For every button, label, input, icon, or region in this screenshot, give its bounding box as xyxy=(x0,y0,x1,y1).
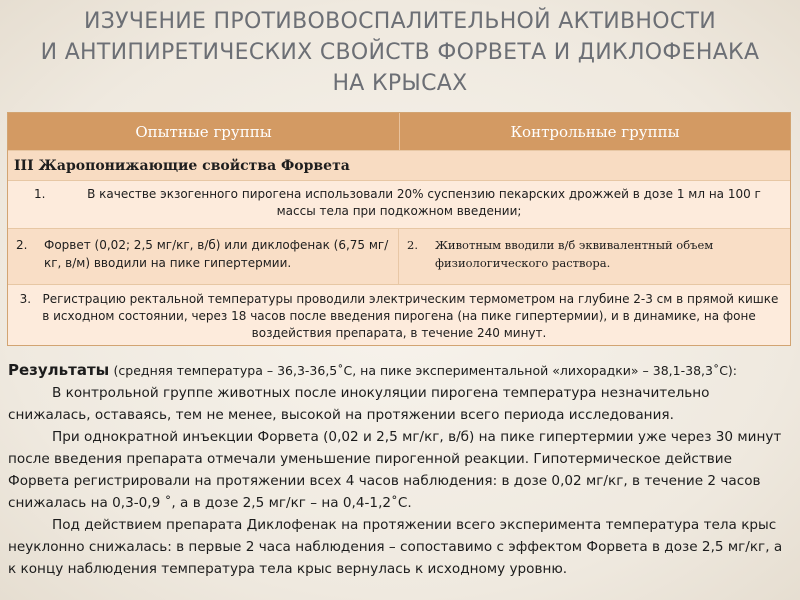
results-block xyxy=(8,359,794,580)
header-control-groups: Контрольные группы xyxy=(510,122,680,141)
results-label: Результаты xyxy=(8,361,110,379)
groups-table xyxy=(7,112,791,346)
results-paragraph-2: При однократной инъекции Форвета (0,02 и 2,5 мг/кг, в/б) на пике гипертермии уже через 30 минут после введения препарата отмечали уменьшение пирогенной реакции. Гипотермическое действие Форвета регистрировали на протяжении всех 4 часов наблюдения: в дозе 0,02 мг/кг, в течение 2 часов снижалась на 0,3-0,9 ˚, а в дозе 2,5 мг/кг – на 0,4-1,2˚С. xyxy=(8,429,782,511)
control-text: Животным вводили в/б эквивалентный объем физиологического раствора. xyxy=(435,238,714,270)
results-paren: (средняя температура – 36,3-36,5˚С, на пике экспериментальной «лихорадки» – 38,1-38,3˚С): xyxy=(113,363,738,378)
control-cell xyxy=(399,229,790,284)
slide-title xyxy=(0,6,800,99)
section-row xyxy=(8,151,790,181)
results-lead xyxy=(8,359,794,382)
row-text: В качестве экзогенного пирогена использовали 20% суспензию пекарских дрожжей в дозе 1 мл на 100 г массы тела при подкожном введении; xyxy=(87,187,761,218)
row-number: 1. xyxy=(34,187,46,201)
row-text: Регистрацию ректальной температуры проводили электрическим термометром на глубине 2-3 см в прямой кишке в исходном состоянии, через 18 часов после введения пирогена (на пике гипертермии), и в динамике, на фоне воздействия препарата, в течение 240 минут. xyxy=(42,292,779,340)
experimental-text: Форвет (0,02; 2,5 мг/кг, в/б) или диклофенак (6,75 мг/кг, в/м) вводили на пике гипертермии. xyxy=(44,238,389,270)
row-number: 2. xyxy=(16,238,28,252)
results-paragraph-3: Под действием препарата Диклофенак на протяжении всего эксперимента температура тела крыс неуклонно снижалась: в первые 2 часа наблюдения – сопоставимо с эффектом Форвета в дозе 2,5 мг/кг, а к концу наблюдения температура тела крыс вернулась к исходному уровню. xyxy=(8,517,783,577)
title-line-2: И АНТИПИРЕТИЧЕСКИХ СВОЙСТВ ФОРВЕТА И ДИКЛОФЕНАКА xyxy=(40,40,760,65)
row-number: 2. xyxy=(407,238,418,252)
header-experimental-groups: Опытные группы xyxy=(8,113,400,150)
table-header-row xyxy=(8,113,790,151)
table-row-pyrogen xyxy=(8,181,790,229)
title-line-3: НА КРЫСАХ xyxy=(332,71,468,96)
results-paragraph-1: В контрольной группе животных после инокуляции пирогена температура незначительно снижалась, оставаясь, тем не менее, высокой на протяжении всего периода исследования. xyxy=(8,385,710,423)
section-title: III Жаропонижающие свойства Форвета xyxy=(14,157,350,174)
table-row-treatment xyxy=(8,229,790,285)
row-number: 3. xyxy=(19,292,32,306)
table-row-measurement xyxy=(8,285,790,345)
title-line-1: ИЗУЧЕНИЕ ПРОТИВОВОСПАЛИТЕЛЬНОЙ АКТИВНОСТИ xyxy=(84,9,716,34)
experimental-cell xyxy=(8,229,399,284)
